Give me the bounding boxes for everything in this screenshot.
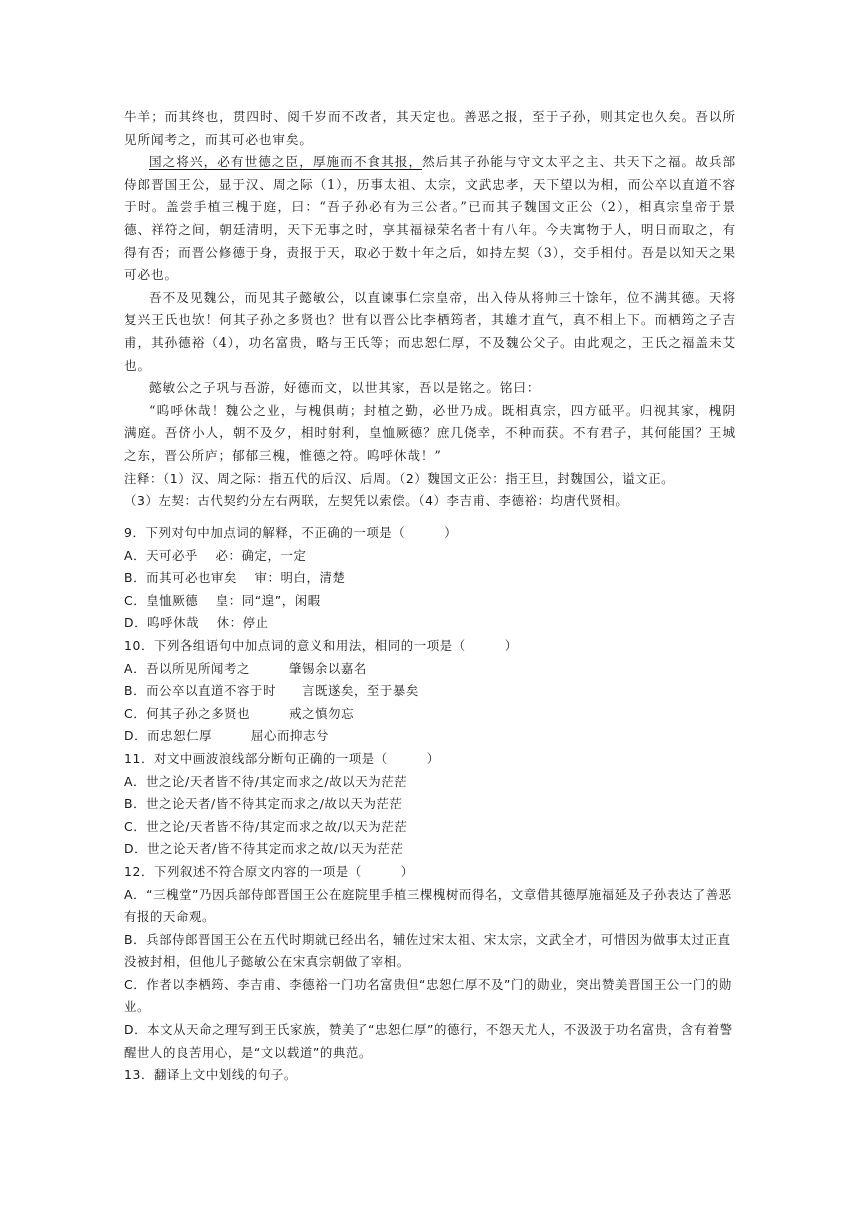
question-10 (124, 635, 736, 748)
option-d: D．呜呼休哉 休：停止 (124, 615, 269, 631)
option-c: C．皇恤厥德 皇：同“遑”，闲暇 (124, 592, 321, 608)
option-d: D．而忠恕仁厚 屈心而抑志兮 (124, 728, 330, 744)
passage-paragraph-4: 懿敏公之子巩与吾游，好德而文，以世其家，吾以是铭之。铭曰： (149, 380, 541, 396)
question-12 (124, 861, 736, 1064)
question-stem: 12．下列叙述不符合原文内容的一项是（ ） (124, 863, 414, 879)
option-a: A．“三槐堂”乃因兵部侍郎晋国王公在庭院里手植三棵槐树而得名，文章借其德厚施福延及子孙表达了善恶有报的天命观。 (124, 886, 732, 925)
question-stem: 11．对文中画波浪线部分断句正确的一项是（ ） (124, 750, 440, 766)
notes-line-1: 注释：（1）汉、周之际：指五代的后汉、后周。（2）魏国文正公：指王旦，封魏国公，谥文正。 (124, 470, 675, 486)
option-b: B．兵部侍郎晋国王公在五代时期就已经出名，辅佐过宋太祖、宋太宗，文武全才，可惜因为做事太过正直没被封相，但他儿子懿敏公在宋真宗朝做了宰相。 (124, 931, 731, 970)
question-stem: 9．下列对句中加点词的解释，不正确的一项是（ ） (124, 525, 458, 540)
notes-line-2: （3）左契：古代契约分左右两联，左契凭以索偿。（4）李吉甫、李德裕：均唐代贤相。 (124, 493, 629, 509)
passage-paragraph-2-rest: 然后其子孙能与守文太平之主、共天下之福。故兵部侍郎晋国王公，显于汉、周之际（1），历事太祖、太宗，文武忠孝，天下望以为相，而公卒以直道不容于时。盖尝手植三槐于庭，曰：“吾子孙必有为三公者。”已而其子魏国文正公（2），相真宗皇帝于景德、祥符之间，朝廷清明，天下无事之时，享其福禄荣名者十有八年。今夫寓物于人，明日而取之，有得有否；而晋公修德于身，责报于天，取必于数十年之后，如持左契（3），交手相付。吾是以知天之果可必也。 (124, 154, 737, 283)
option-a: A．世之论/天者皆不待/其定而求之/故以天为茫茫 (124, 773, 408, 789)
option-a: A．天可必乎 必：确定，一定 (124, 547, 307, 563)
option-d: D．世之论天者/皆不待其定而求之故/以天为茫茫 (124, 841, 404, 857)
question-13 (124, 1064, 736, 1087)
option-d: D．本文从天命之理写到王氏家族，赞美了“忠恕仁厚”的德行，不怨天尤人，不汲汲于功名富贵，含有着警醒世人的良苦用心，是“文以载道”的典范。 (124, 1022, 733, 1060)
option-b: B．而公卒以直道不容于时 言既遂矣，至于暴矣 (124, 683, 419, 699)
option-c: C．何其子孙之多贤也 戒之慎勿忘 (124, 705, 355, 721)
passage (124, 106, 736, 513)
option-a: A．吾以所见所闻考之 肇锡余以嘉名 (124, 660, 367, 676)
option-c: C．世之论/天者皆不待/其定而求之故/以天为茫茫 (124, 818, 408, 834)
question-stem: 10．下列各组语句中加点词的意义和用法，相同的一项是（ ） (124, 637, 518, 653)
passage-paragraph-2 (124, 151, 736, 287)
option-c: C．作者以李栖筠、李吉甫、李德裕一门功名富贵但“忠恕仁厚不及”门的勋业，突出赞美晋国王公一门的勋业。 (124, 976, 732, 1015)
underlined-sentence: 国之将兴，必有世德之臣，厚施而不食其报， (149, 154, 423, 170)
question-11 (124, 748, 736, 861)
inscription-text: “呜呼休哉！魏公之业，与槐俱萌；封植之勤，必世乃成。既相真宗，四方砥平。归视其家，槐阴满庭。吾侪小人，朝不及夕，相时射利，皇恤厥德？庶几侥幸，不种而获。不有君子，其何能国？王城之东，晋公所庐；郁郁三槐，惟德之符。呜呼休哉！” (124, 402, 736, 463)
passage-paragraph-1: 牛羊；而其终也，贯四时、阅千岁而不改者，其天定也。善恶之报，至于子孙，则其定也久矣。吾以所见所闻考之，而其可必也审矣。 (124, 109, 736, 147)
question-9 (124, 522, 736, 635)
option-b: B．而其可必也审矣 审：明白，清楚 (124, 570, 346, 586)
passage-paragraph-3: 吾不及见魏公，而见其子懿敏公，以直谏事仁宗皇帝，出入侍从将帅三十馀年，位不满其德。天将复兴王氏也欤！何其子孙之多贤也？世有以晋公比李栖筠者，其雄才直气，真不相上下。而栖筠之子吉甫，其孙德裕（4），功名富贵，略与王氏等；而忠恕仁厚，不及魏公父子。由此观之，王氏之福盖未艾也。 (124, 289, 736, 373)
option-b: B．世之论天者/皆不待其定而求之/故以天为茫茫 (124, 796, 403, 812)
question-stem: 13．翻译上文中划线的句子。 (124, 1067, 297, 1083)
questions-section (124, 522, 736, 1087)
